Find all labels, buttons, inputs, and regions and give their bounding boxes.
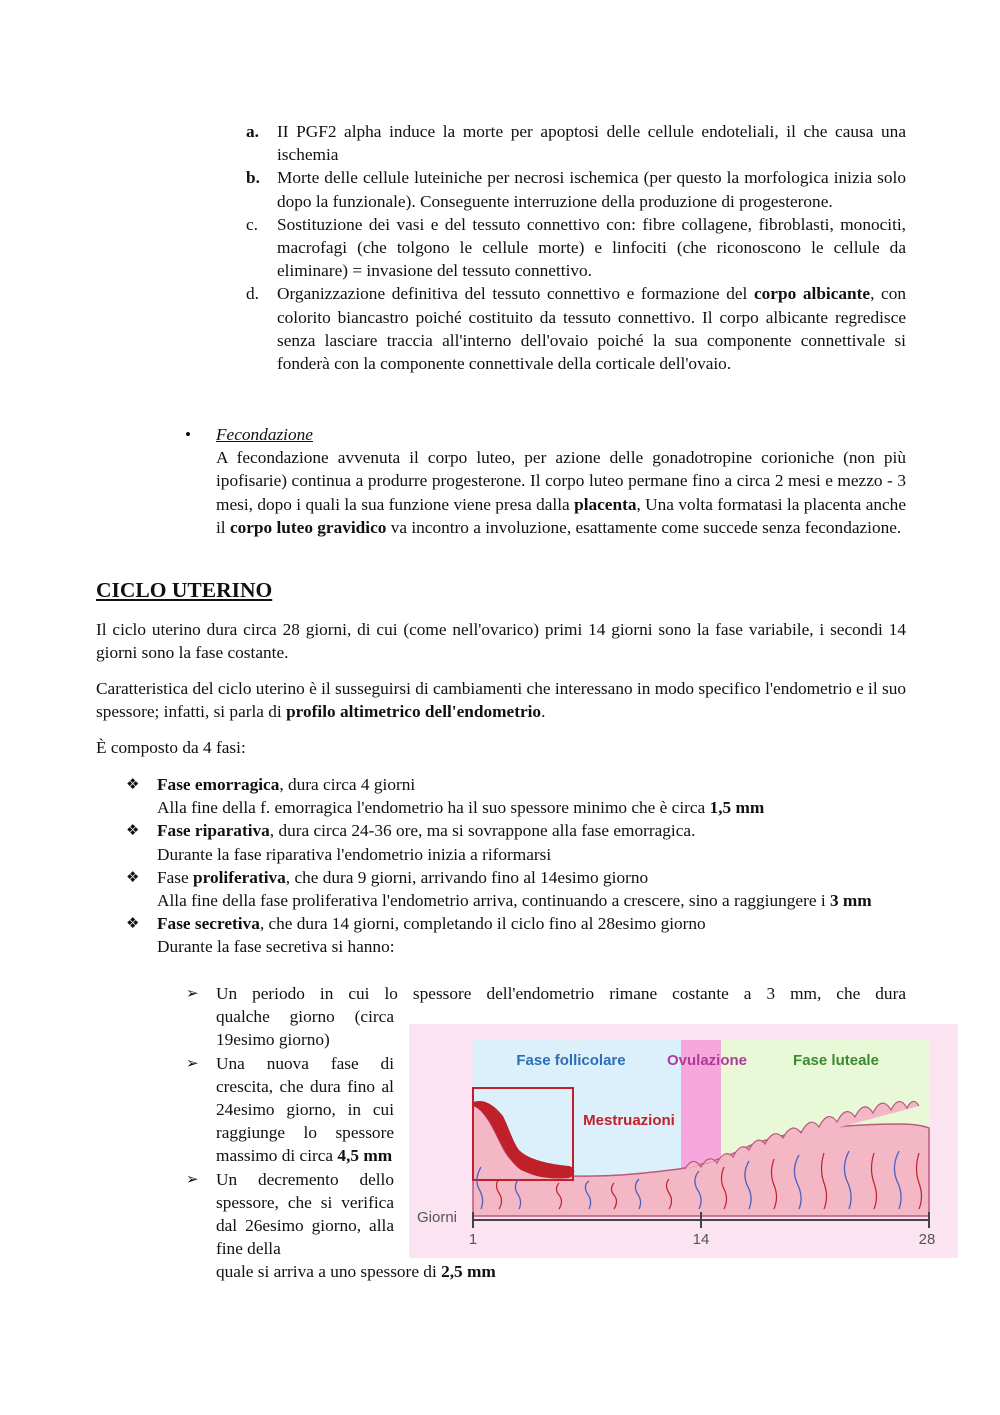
- label-mestruazioni: Mestruazioni: [583, 1112, 675, 1129]
- phase-riparativa: [126, 819, 906, 865]
- list-item-text: II PGF2 alpha induce la morte per apoptosi delle cellule endoteliali, il che causa una ischemia: [277, 122, 906, 165]
- bold-term: 4,5 mm: [337, 1146, 393, 1166]
- bold-term: profilo altimetrico dell'endometrio: [286, 702, 542, 722]
- list-item-text: Organizzazione definitiva del tessuto connettivo e formazione del: [277, 284, 754, 304]
- bullet-marker: •: [185, 425, 192, 444]
- text-run: Fase: [157, 867, 193, 887]
- arrow-bullet-icon: ➢: [186, 1169, 199, 1188]
- text-run: Un periodo in cui lo spessore dell'endometrio rimane costante a 3 mm, che dura: [216, 984, 906, 1003]
- text-run: Caratteristica del ciclo uterino è il susseguirsi di cambiamenti che interessano in modo specifico l'endometrio e il suo spessore; infatti, si parla di: [96, 679, 906, 722]
- list-item-text: , con colorito biancastro poiché costituito da tessuto connettivo. Il corpo albicante regredisce senza lasciare traccia all'interno dell'ovaio poiché la sua componente connettivale si fonderà con la componente connettivale della corticale dell'ovaio.: [277, 284, 906, 374]
- text-run: va incontro a involuzione, esattamente come succede senza fecondazione.: [386, 517, 902, 537]
- list-item: [246, 282, 906, 375]
- text-run: , che dura 14 giorni, completando il ciclo fino al 28esimo giorno: [259, 914, 706, 934]
- bold-term: corpo luteo gravidico: [229, 517, 387, 537]
- list-item-text: Morte delle cellule luteiniche per necrosi ischemica (per questo la morfologica inizia solo dopo la funzionale). Conseguente interruzione della produzione di progesterone.: [277, 168, 906, 211]
- text-run: Alla fine della f. emorragica l'endometrio ha il suo spessore minimo che è circa: [157, 798, 710, 818]
- diamond-bullet-icon: ❖: [126, 914, 140, 933]
- text-run: A fecondazione avvenuta il corpo luteo, per azione delle gonadotropine corioniche (non più ipofisarie) continua a produrre progesterone. Il corpo luteo permane fino a circa 2 mesi e mezzo - 3 mesi, dopo i quali la sua funzione viene presa dalla: [216, 448, 906, 514]
- text-run: , che dura 9 giorni, arrivando fino al 14esimo giorno: [285, 867, 649, 887]
- tick-label-28: 28: [918, 1231, 936, 1248]
- label-fase-luteale: Fase luteale: [793, 1052, 879, 1069]
- diamond-bullet-icon: ❖: [126, 867, 140, 886]
- list-marker: c.: [246, 214, 258, 234]
- text-run: Durante la fase secretiva si hanno:: [157, 937, 395, 957]
- endometrium-cycle-diagram: [409, 1024, 958, 1258]
- tick-label-1: 1: [468, 1231, 478, 1248]
- bold-term: 3 mm: [829, 891, 872, 911]
- bold-term: corpo albicante: [754, 284, 871, 304]
- phase-secretiva: [126, 912, 906, 958]
- list-item-text: Sostituzione dei vasi e del tessuto connettivo con: fibre collagene, fibroblasti, monociti, macrofagi (che tolgono le cellule morte) e linfociti (che riconoscono le cellule da eliminare) = invasione del tessuto connettivo.: [277, 214, 906, 281]
- fecondazione-bullet: [185, 423, 906, 539]
- text-run: qualche giorno (circa 19esimo giorno): [216, 1007, 394, 1050]
- phase-emorragica: [126, 773, 906, 819]
- text-run: Durante la fase riparativa l'endometrio inizia a riformarsi: [157, 844, 552, 864]
- bold-term: 1,5 mm: [709, 798, 765, 818]
- phase-proliferativa: [126, 866, 906, 912]
- bold-term: 2,5 mm: [441, 1262, 496, 1282]
- text-run: .: [541, 702, 546, 722]
- diamond-bullet-icon: ❖: [126, 775, 140, 793]
- arrow-bullet-icon: ➢: [186, 1053, 199, 1072]
- paragraph-duration: Il ciclo uterino dura circa 28 giorni, di cui (come nell'ovarico) primi 14 giorni sono la fase variabile, i secondi 14 giorni sono la fase costante.: [96, 620, 906, 663]
- list-item: [246, 166, 906, 212]
- list-marker: a.: [246, 122, 259, 141]
- tick-label-14: 14: [692, 1231, 710, 1248]
- phase-name: Fase secretiva: [157, 914, 260, 934]
- paragraph-phases-intro: È composto da 4 fasi:: [96, 738, 246, 757]
- list-marker: d.: [246, 284, 259, 304]
- phases-list: [126, 773, 906, 959]
- text-run: Una nuova fase di crescita, che dura fino al 24esimo giorno, in cui raggiunge lo spessore massimo di circa: [216, 1053, 394, 1166]
- fecondazione-title: Fecondazione: [216, 425, 313, 444]
- label-fase-follicolare: Fase follicolare: [516, 1052, 626, 1069]
- label-ovulazione: Ovulazione: [666, 1052, 748, 1069]
- endometrium-diagram-svg: [409, 1024, 958, 1258]
- text-run: Alla fine della fase proliferativa l'endometrio arriva, continuando a crescere, sino a raggiungere i: [157, 891, 830, 911]
- corpus-luteum-regression-list: [246, 120, 906, 375]
- axis-label-giorni: Giorni: [417, 1209, 458, 1226]
- text-run: quale si arriva a uno spessore di: [216, 1262, 442, 1282]
- text-run: , dura circa 4 giorni: [279, 775, 416, 794]
- arrow-bullet-icon: ➢: [186, 984, 199, 1002]
- diamond-bullet-icon: ❖: [126, 821, 140, 840]
- section-heading: CICLO UTERINO: [96, 578, 273, 602]
- fecondazione-text: [216, 446, 906, 539]
- bold-term: placenta: [574, 494, 637, 514]
- paragraph-profile: [96, 677, 906, 723]
- phase-name: proliferativa: [193, 867, 286, 887]
- list-item: [246, 120, 906, 166]
- list-marker: b.: [246, 168, 260, 188]
- phase-name: Fase riparativa: [157, 821, 270, 841]
- text-run: , Una volta formatasi la placenta anche il: [216, 494, 906, 537]
- text-run: , dura circa 24-36 ore, ma si sovrappone alla fase emorragica.: [269, 821, 696, 841]
- text-run: Un decremento dello spessore, che si verifica dal 26esimo giorno, alla fine della: [216, 1169, 394, 1259]
- phase-name: Fase emorragica: [157, 775, 280, 794]
- list-item: [246, 213, 906, 283]
